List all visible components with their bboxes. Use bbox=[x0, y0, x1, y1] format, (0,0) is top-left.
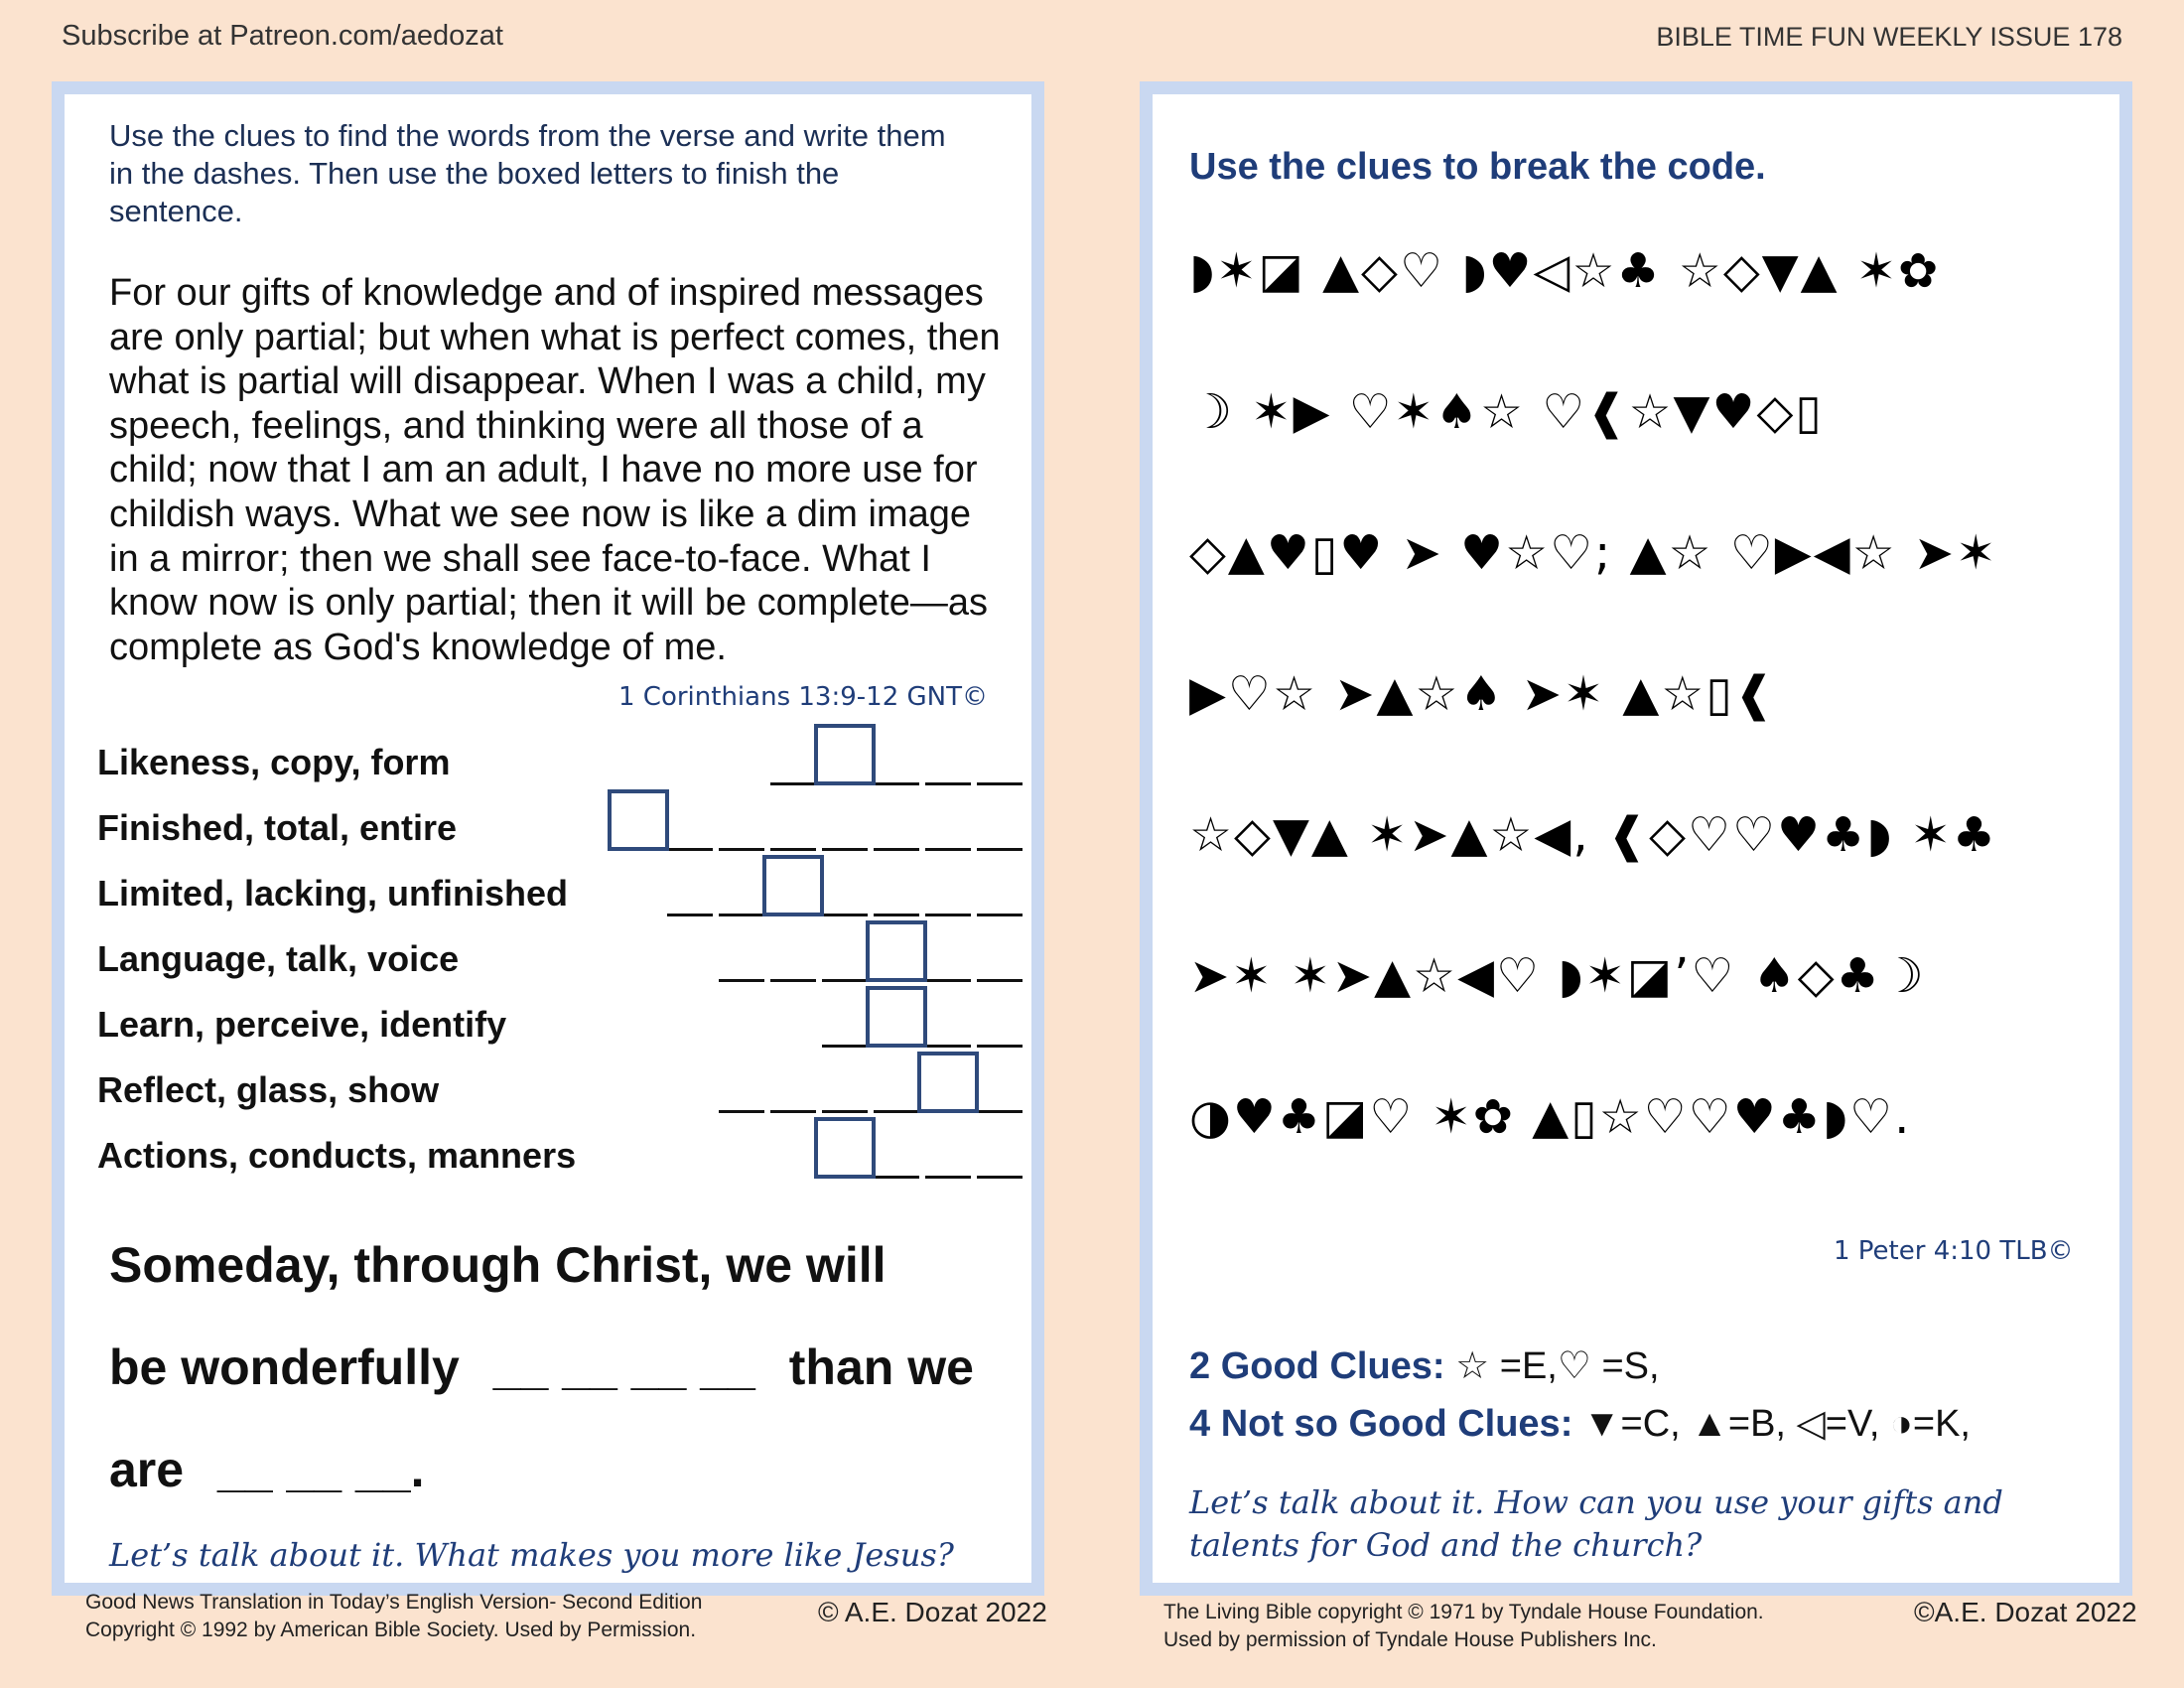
answer-dashes[interactable] bbox=[719, 1057, 1023, 1123]
answer-blanks[interactable]: __ __ __ __ bbox=[492, 1339, 755, 1395]
code-row: ▶♡☆ ➤▲☆♠ ➤✶ ▲☆▯❰ bbox=[1189, 666, 1776, 722]
code-row: ➤✶ ✶➤▲☆◀♡ ◗✶◪’♡ ♠◇♣☽ bbox=[1189, 948, 1926, 1004]
code-row: ☽ ✶▶ ♡✶♠☆ ♡❰☆▼♥◇▯ bbox=[1189, 384, 1824, 440]
right-footer bbox=[1163, 1599, 1764, 1654]
letter-dash[interactable] bbox=[925, 782, 971, 785]
code-row: ◇▲♥▯♥ ➤ ♥☆♡; ▲☆ ♡▶◀☆ ➤✶ bbox=[1189, 525, 1998, 581]
code-row: ◑♥♣◪♡ ✶✿ ▲▯☆♡♡♥♣◗♡. bbox=[1189, 1089, 1912, 1145]
clue-label: Language, talk, voice bbox=[97, 938, 460, 979]
clue-row bbox=[65, 730, 1047, 795]
code-row: ◗✶◪ ▲◇♡ ◗♥◁☆♣ ☆◇▼▲ ✶✿ bbox=[1189, 243, 1941, 299]
letter-dash[interactable] bbox=[925, 914, 971, 916]
letter-dash[interactable] bbox=[977, 782, 1023, 785]
bad-clues-label: 4 Not so Good Clues: bbox=[1189, 1403, 1573, 1445]
letter-dash[interactable] bbox=[770, 1110, 816, 1113]
right-instructions: Use the clues to break the code. bbox=[1189, 146, 1766, 188]
footer-line: The Living Bible copyright © 1971 by Tyndale House Foundation. bbox=[1163, 1601, 1764, 1623]
letter-dash[interactable] bbox=[977, 1110, 1023, 1113]
letter-dash[interactable] bbox=[977, 979, 1023, 982]
letter-dash[interactable] bbox=[719, 979, 764, 982]
letter-dash[interactable] bbox=[925, 979, 971, 982]
answer-dashes[interactable] bbox=[615, 795, 1023, 861]
letter-dash[interactable] bbox=[977, 848, 1023, 851]
clue-row bbox=[65, 1057, 1047, 1123]
letter-dash[interactable] bbox=[925, 1176, 971, 1179]
letter-dash[interactable] bbox=[822, 979, 868, 982]
letter-dash[interactable] bbox=[874, 782, 919, 785]
code-reference: 1 Peter 4:10 TLB© bbox=[1834, 1236, 2074, 1266]
footer-line: Used by permission of Tyndale House Publishers Inc. bbox=[1163, 1628, 1657, 1651]
answer-dashes[interactable] bbox=[822, 1123, 1023, 1189]
letter-dash[interactable] bbox=[822, 848, 868, 851]
letter-dash[interactable] bbox=[977, 914, 1023, 916]
clue-row bbox=[65, 795, 1047, 861]
bad-clues-value: ▼=C, ▲=B, ◁=V, ◑=K, bbox=[1582, 1403, 1971, 1445]
sentence-line-2 bbox=[109, 1338, 974, 1396]
letter-dash[interactable] bbox=[822, 1045, 868, 1048]
boxed-letter[interactable] bbox=[866, 986, 927, 1048]
letter-dash[interactable] bbox=[770, 979, 816, 982]
boxed-letter[interactable] bbox=[814, 1117, 876, 1179]
right-discussion-prompt: Let’s talk about it. How can you use your gifts and talents for God and the church? bbox=[1189, 1483, 2003, 1564]
clue-row bbox=[65, 992, 1047, 1057]
footer-line: Good News Translation in Today’s English Version- Second Edition bbox=[85, 1591, 703, 1614]
boxed-letter[interactable] bbox=[762, 855, 824, 916]
letter-dash[interactable] bbox=[925, 1045, 971, 1048]
letter-dash[interactable] bbox=[770, 848, 816, 851]
sentence-text: be wonderfully bbox=[109, 1339, 460, 1395]
letter-dash[interactable] bbox=[874, 914, 919, 916]
sentence-text: than we bbox=[788, 1339, 974, 1395]
letter-dash[interactable] bbox=[770, 782, 816, 785]
clue-label: Actions, conducts, manners bbox=[97, 1135, 577, 1176]
left-discussion-prompt: Let’s talk about it. What makes you more like Jesus? bbox=[109, 1536, 954, 1574]
clue-label: Likeness, copy, form bbox=[97, 742, 451, 782]
letter-dash[interactable] bbox=[874, 848, 919, 851]
letter-dash[interactable] bbox=[874, 1110, 919, 1113]
clue-row bbox=[65, 926, 1047, 992]
issue-title: BIBLE TIME FUN WEEKLY ISSUE 178 bbox=[1656, 22, 2122, 52]
clue-label: Finished, total, entire bbox=[97, 807, 458, 848]
letter-dash[interactable] bbox=[719, 914, 764, 916]
boxed-letter[interactable] bbox=[608, 789, 669, 851]
boxed-letter[interactable] bbox=[814, 724, 876, 785]
letter-dash[interactable] bbox=[667, 848, 713, 851]
footer-line: Copyright © 1992 by American Bible Society. Used by Permission. bbox=[85, 1618, 697, 1641]
sentence-text: are bbox=[109, 1442, 185, 1497]
good-clues bbox=[1189, 1343, 1660, 1388]
sentence-line-3 bbox=[109, 1441, 425, 1498]
answer-dashes[interactable] bbox=[770, 730, 1023, 795]
boxed-letter[interactable] bbox=[866, 920, 927, 982]
clue-label: Reflect, glass, show bbox=[97, 1069, 440, 1110]
letter-dash[interactable] bbox=[874, 1176, 919, 1179]
verse-reference: 1 Corinthians 13:9-12 GNT© bbox=[618, 682, 988, 712]
letter-dash[interactable] bbox=[977, 1045, 1023, 1048]
letter-dash[interactable] bbox=[977, 1176, 1023, 1179]
letter-dash[interactable] bbox=[719, 1110, 764, 1113]
good-clues-label: 2 Good Clues: bbox=[1189, 1345, 1445, 1387]
left-copyright: © A.E. Dozat 2022 bbox=[818, 1597, 1047, 1627]
left-instructions: Use the clues to find the words from the verse and write them in the dashes. Then use the boxed letters to finish the sentence. bbox=[109, 118, 946, 228]
letter-dash[interactable] bbox=[822, 914, 868, 916]
letter-dash[interactable] bbox=[925, 848, 971, 851]
letter-dash[interactable] bbox=[822, 1110, 868, 1113]
good-clues-value: ☆ =E,♡ =S, bbox=[1455, 1345, 1660, 1387]
clue-row bbox=[65, 861, 1047, 926]
answer-blanks[interactable]: __ __ __. bbox=[216, 1442, 425, 1497]
bad-clues bbox=[1189, 1401, 1971, 1446]
right-copyright: ©A.E. Dozat 2022 bbox=[1914, 1597, 2137, 1627]
letter-dash[interactable] bbox=[667, 914, 713, 916]
sentence-line-1: Someday, through Christ, we will bbox=[109, 1237, 887, 1293]
right-panel bbox=[1140, 81, 2132, 1596]
clue-label: Limited, lacking, unfinished bbox=[97, 873, 569, 914]
clue-list bbox=[65, 730, 1047, 1286]
answer-dashes[interactable] bbox=[822, 992, 1023, 1057]
answer-dashes[interactable] bbox=[667, 861, 1023, 926]
left-panel bbox=[52, 81, 1044, 1596]
boxed-letter[interactable] bbox=[917, 1052, 979, 1113]
clue-label: Learn, perceive, identify bbox=[97, 1004, 507, 1045]
verse-text: For our gifts of knowledge and of inspired messages are only partial; but when what is perfect comes, then what is partial will disappear. When I was a child, my speech, feelings, and thinking were all those of a child; now that I am an adult, I have no more use for childish ways. What we see now is like a dim image in a mirror; then we shall see face-to-face. What I know now is only partial; then it will be complete—as complete as God's knowledge of me. bbox=[109, 272, 1001, 668]
subscribe-link[interactable]: Subscribe at Patreon.com/aedozat bbox=[62, 20, 503, 52]
answer-dashes[interactable] bbox=[719, 926, 1023, 992]
letter-dash[interactable] bbox=[719, 848, 764, 851]
clue-row bbox=[65, 1123, 1047, 1189]
code-row: ☆◇▼▲ ✶➤▲☆◀, ❰◇♡♡♥♣◗ ✶♣ bbox=[1189, 807, 1997, 863]
left-footer bbox=[85, 1589, 702, 1644]
